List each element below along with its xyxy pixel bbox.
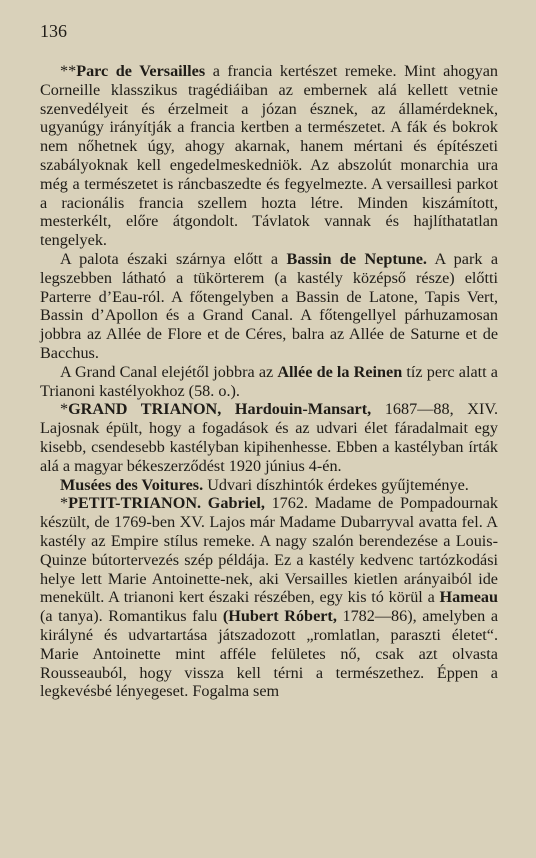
paragraph-petit-trianon <box>40 494 498 701</box>
text-run: tíz perc alatt a Trianoni kastélyokhoz (58. o.). <box>40 362 498 400</box>
text-run: A park a legszebben látható a tükörterem (a kastély középső része) előtti Parterre d’Eau-ról. A főtengelyben a Bassin de Latone, Tapis Vert, Bassin d’Apollon és a Grand Canal. A főtengellyel párhuzamosan jobbra az Allée de Flore et de Céres, balra az Allée de Saturne et de Bacchus. <box>40 249 498 362</box>
paragraph-allee-de-la-reine <box>40 363 498 401</box>
text-run: ** <box>60 62 77 80</box>
paragraph-parc-de-versailles <box>40 62 498 250</box>
text-run: A palota északi szárnya előtt a <box>60 249 287 268</box>
bold-term: GRAND TRIANON, Hardouin-Mansart, <box>68 400 372 419</box>
text-run: 1687—88, XIV. Lajosnak épült, hogy a fogadások és az udvari élet fáradalmait egy kisebb, csendesebb kastélyban kipihenhesse. Ebben a kastélyban írták alá a magyar békeszerződést 1920 június 4-én. <box>40 400 498 475</box>
page-number: 136 <box>40 21 67 41</box>
bold-term: (Hubert Róbert, <box>222 607 337 626</box>
bold-term: Bassin de Neptune. <box>286 249 427 268</box>
text-run: (a tanya). Romantikus falu <box>40 607 223 626</box>
text-run: * <box>60 400 69 419</box>
text-run: A Grand Canal elejétől jobbra az <box>60 362 278 381</box>
paragraph-bassin-de-neptune <box>40 250 498 363</box>
body-text <box>40 62 498 701</box>
bold-term: Hameau <box>439 588 498 607</box>
paragraph-grand-trianon <box>40 400 498 475</box>
bold-term: PETIT-TRIANON. Gabriel, <box>68 494 265 513</box>
bold-term: Allée de la Reinen <box>277 362 403 381</box>
text-run: 1782—86), amelyben a királyné és udvartartása játszadozott „romlatlan, paraszti életet“. Marie Antoinette mint afféle felületes nő, csak azt olvasta Rousseauból, hogy vissza kell térni a természethez. Éppen a legkevésbé lényegeset. Fogalma sem <box>40 607 498 701</box>
text-run: a francia kertészet remeke. Mint ahogyan Corneille klasszikus tragédiáiban az embernek alá kellett vetnie szenvedélyeit és érzelmeit a józan észnek, az államérdeknek, ugyanúgy irányítják a francia kertben a természetet. A fák és bokrok nem nőhetnek úgy, ahogy akarnak, hanem mértani és építészeti szabályoknak kell engedelmeskedniök. Az abszolút monarchia ura még a természetet is ráncbaszedte és fegyelmezte. A versaillesi parkot a racionális francia szellem hozta létre. Minden kiszámított, mesterkélt, előre átgondolt. Távlatok vannak és hajlíthatatlan tengelyek. <box>40 62 498 250</box>
paragraph-musees-des-voitures <box>40 476 498 495</box>
bold-term: Parc de Versailles <box>76 62 206 80</box>
text-run: Udvari díszhintók érdekes gyűjteménye. <box>203 475 469 494</box>
bold-term: Musées des Voitures. <box>60 475 204 494</box>
text-run: * <box>60 494 69 513</box>
text-run: 1762. Madame de Pompadournak készült, de 1769-ben XV. Lajos már Madame Dubarryval avatta fel. A kastély az Empire stílus remeke. A nagy szalón berendezése a Louis-Quinze bútortervezés szép példája. Ez a kastély kedvenc tartózkodási helye lett Marie Antoinette-nek, aki Versailles kietlen arányaiból ide menekült. A trianoni kert északi részében, egy kis tó körül a <box>40 494 499 607</box>
